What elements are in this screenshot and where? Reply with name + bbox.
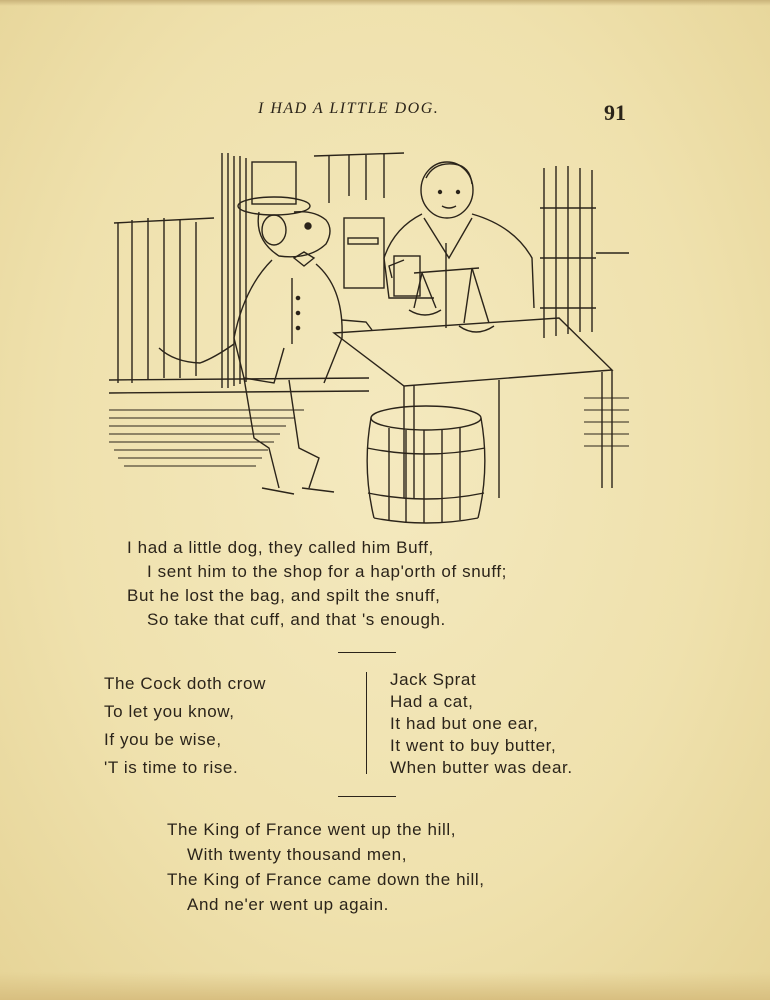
- door-frame: [222, 153, 246, 388]
- dog-in-top-hat: [159, 162, 372, 494]
- poem-king: [167, 817, 485, 917]
- verse-line: The King of France came down the hill,: [167, 870, 485, 889]
- verse-line: When butter was dear.: [390, 758, 573, 777]
- shop-illustration: [104, 148, 634, 526]
- verse-line: The King of France went up the hill,: [167, 820, 457, 839]
- verse-line: It had but one ear,: [390, 714, 539, 733]
- verse-line: Had a cat,: [390, 692, 474, 711]
- verse-line: To let you know,: [104, 702, 235, 721]
- verse-line: 'T is time to rise.: [104, 758, 239, 777]
- column-divider: [366, 672, 367, 774]
- verse-line: The Cock doth crow: [104, 674, 266, 693]
- section-rule: [338, 652, 396, 653]
- weighing-scales: [394, 243, 494, 332]
- verse-line: It went to buy butter,: [390, 736, 557, 755]
- verse-line: So take that cuff, and that 's enough.: [147, 610, 446, 629]
- section-rule: [338, 796, 396, 797]
- verse-line: If you be wise,: [104, 730, 222, 749]
- poem-buff: [127, 536, 507, 632]
- shop-counter: [334, 318, 612, 498]
- barrel: [367, 406, 485, 523]
- verse-line: But he lost the bag, and spilt the snuff,: [127, 586, 441, 605]
- shop-shelves: [314, 153, 404, 288]
- verse-line: I sent him to the shop for a hap'orth of snuff;: [147, 562, 507, 581]
- poem-sprat: [390, 669, 573, 779]
- verse-line: I had a little dog, they called him Buff,: [127, 538, 434, 557]
- shopkeeper: [384, 162, 534, 308]
- barred-window: [540, 166, 629, 338]
- verse-line: Jack Sprat: [390, 670, 477, 689]
- wall-panels: [114, 218, 214, 383]
- running-title: I HAD A LITTLE DOG.: [258, 100, 440, 117]
- poem-cock: [104, 670, 266, 782]
- verse-line: With twenty thousand men,: [187, 845, 408, 864]
- page-number: 91: [604, 100, 626, 125]
- verse-line: And ne'er went up again.: [187, 895, 389, 914]
